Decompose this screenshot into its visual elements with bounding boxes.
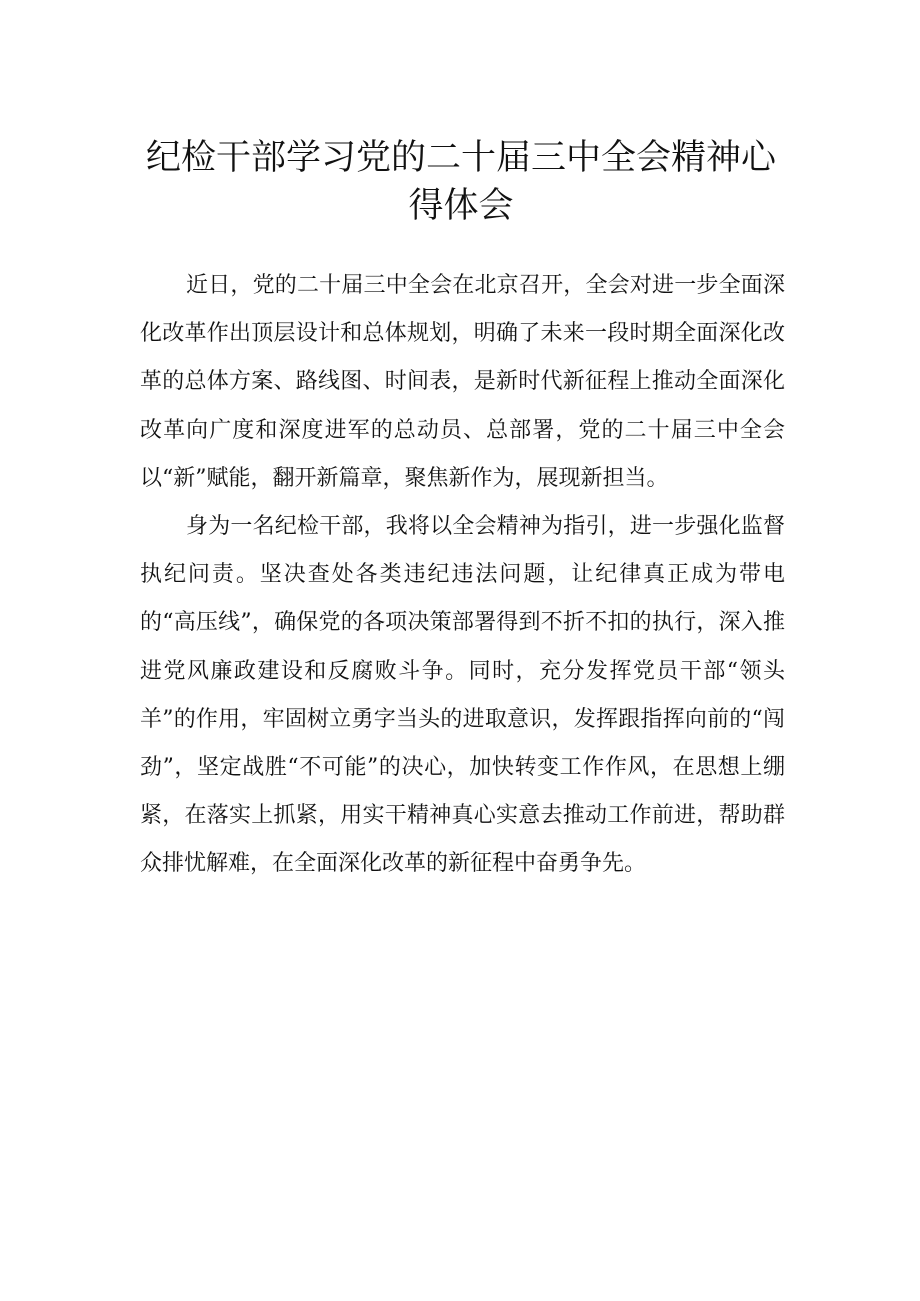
document-body xyxy=(140,262,785,889)
document-title: 纪检干部学习党的二十届三中全会精神心得体会 xyxy=(145,138,776,226)
paragraph-1: 近日，党的二十届三中全会在北京召开，全会对进一步全面深化改革作出顶层设计和总体规划，明确了未来一段时期全面深化改革的总体方案、路线图、时间表，是新时代新征程上推动全面深化改革向广度和深度进军的总动员、总部署，党的二十届三中全会以“新”赋能，翻开新篇章，聚焦新作为，展现新担当。 xyxy=(140,273,785,491)
paragraph-2: 身为一名纪检干部，我将以全会精神为指引，进一步强化监督执纪问责。坚决查处各类违纪违法问题，让纪律真正成为带电的“高压线”，确保党的各项决策部署得到不折不扣的执行，深入推进党风廉政建设和反腐败斗争。同时，充分发挥党员干部“领头羊”的作用，牢固树立勇字当头的进取意识，发挥跟指挥向前的“闯劲”，坚定战胜“不可能”的决心，加快转变工作作风，在思想上绷紧，在落实上抓紧，用实干精神真心实意去推动工作前进，帮助群众排忧解难，在全面深化改革的新征程中奋勇争先。 xyxy=(140,514,785,877)
